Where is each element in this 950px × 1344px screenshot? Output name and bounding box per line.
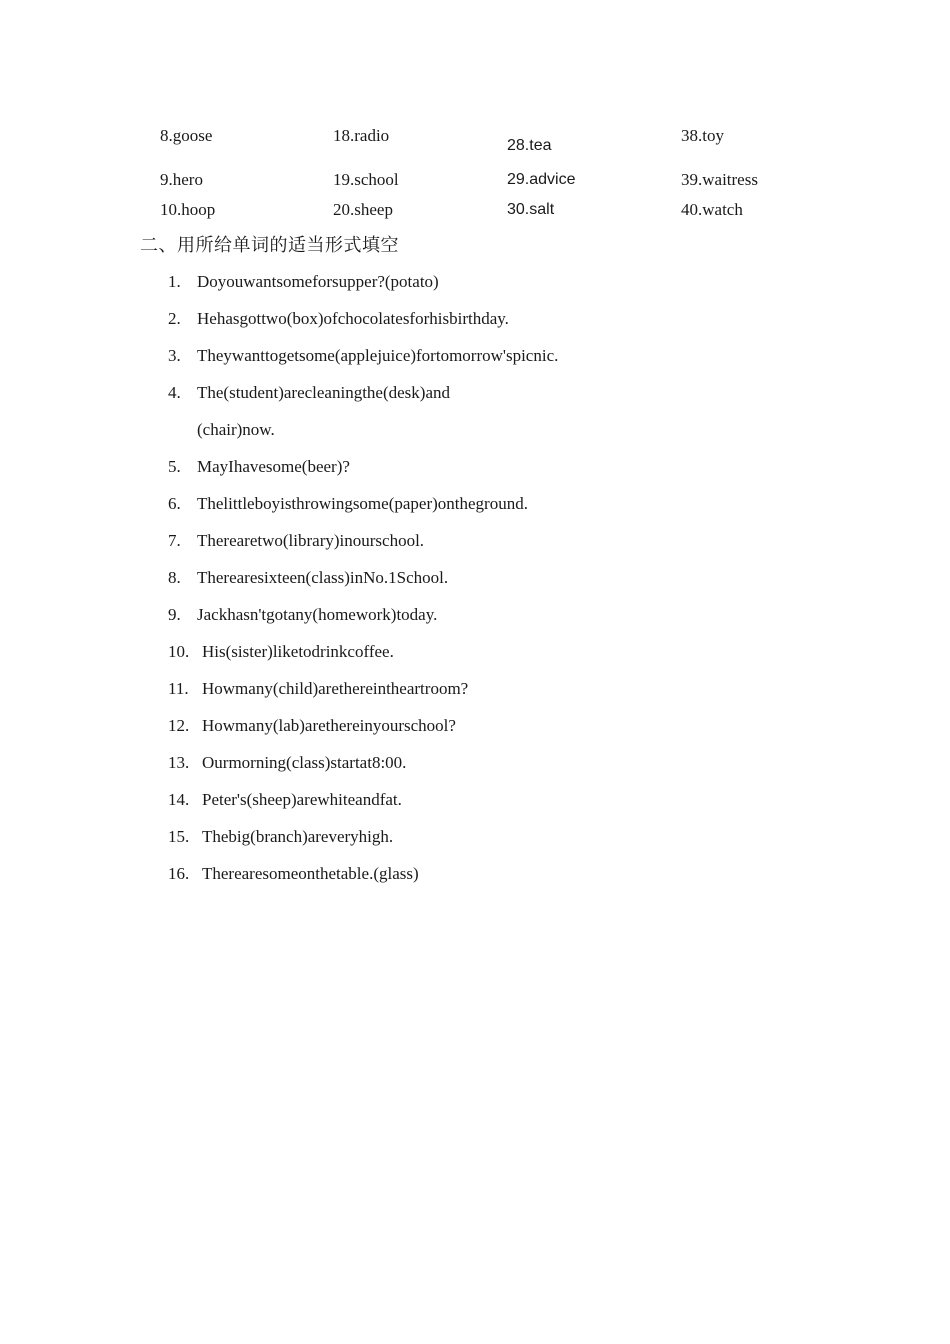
question-item xyxy=(168,307,808,344)
question-number: 6. xyxy=(168,494,181,513)
question-text: The(student)arecleaningthe(desk)and xyxy=(197,383,450,402)
question-text: Therearesomeonthetable.(glass) xyxy=(202,864,419,883)
question-item xyxy=(168,529,808,566)
question-number: 14. xyxy=(168,790,190,809)
question-text: Therearesixteen(class)inNo.1School. xyxy=(197,568,449,587)
question-item xyxy=(168,714,808,751)
question-text: Hehasgottwo(box)ofchocolatesforhisbirthday. xyxy=(197,309,509,328)
word-cell: 30.salt xyxy=(507,201,555,218)
word-cell: 10.hoop xyxy=(160,200,216,219)
question-item xyxy=(168,270,808,307)
question-item xyxy=(168,751,808,788)
question-item xyxy=(168,862,808,899)
question-item xyxy=(168,566,808,603)
question-text: Thebig(branch)areveryhigh. xyxy=(202,827,394,846)
word-table xyxy=(160,124,860,228)
word-cell: 40.watch xyxy=(681,200,743,219)
question-number: 3. xyxy=(168,346,181,365)
word-cell: 29.advice xyxy=(507,171,576,188)
question-item xyxy=(168,492,808,529)
question-item xyxy=(168,344,808,381)
question-number: 1. xyxy=(168,272,181,291)
question-item xyxy=(168,677,808,714)
question-text: Theywanttogetsome(applejuice)fortomorrow'spicnic. xyxy=(197,346,559,365)
question-item xyxy=(168,381,808,455)
question-text: Ourmorning(class)startat8:00. xyxy=(202,753,407,772)
word-cell: 19.school xyxy=(333,170,399,189)
question-text: Doyouwantsomeforsupper?(potato) xyxy=(197,272,439,291)
question-text: Jackhasn'tgotany(homework)today. xyxy=(197,605,438,624)
word-cell: 28.tea xyxy=(507,137,552,154)
question-number: 5. xyxy=(168,457,181,476)
question-number: 9. xyxy=(168,605,181,624)
question-item xyxy=(168,603,808,640)
question-item xyxy=(168,640,808,677)
question-text-continued: (chair)now. xyxy=(197,420,275,439)
question-text: Therearetwo(library)inourschool. xyxy=(197,531,425,550)
word-cell: 8.goose xyxy=(160,126,213,145)
question-text: Howmany(child)arethereintheartroom? xyxy=(202,679,469,698)
question-text: Howmany(lab)arethereinyourschool? xyxy=(202,716,456,735)
question-list xyxy=(168,270,808,899)
word-cell: 38.toy xyxy=(681,126,724,145)
word-cell: 9.hero xyxy=(160,170,203,189)
question-item xyxy=(168,455,808,492)
word-row xyxy=(160,168,860,198)
question-text: Peter's(sheep)arewhiteandfat. xyxy=(202,790,402,809)
word-cell: 39.waitress xyxy=(681,170,758,189)
question-text: Thelittleboyisthrowingsome(paper)ontheground. xyxy=(197,494,528,513)
question-item xyxy=(168,788,808,825)
question-number: 10. xyxy=(168,642,190,661)
word-row xyxy=(160,198,860,228)
question-item xyxy=(168,825,808,862)
section-title: 二、用所给单词的适当形式填空 xyxy=(140,235,399,256)
word-row xyxy=(160,124,860,168)
question-number: 7. xyxy=(168,531,181,550)
question-number: 4. xyxy=(168,383,181,402)
question-number: 2. xyxy=(168,309,181,328)
question-number: 8. xyxy=(168,568,181,587)
question-number: 11. xyxy=(168,679,189,698)
word-cell: 18.radio xyxy=(333,126,390,145)
question-number: 16. xyxy=(168,864,190,883)
question-text: His(sister)liketodrinkcoffee. xyxy=(202,642,394,661)
question-number: 12. xyxy=(168,716,190,735)
question-number: 15. xyxy=(168,827,190,846)
question-number: 13. xyxy=(168,753,190,772)
question-text: MayIhavesome(beer)? xyxy=(197,457,350,476)
word-cell: 20.sheep xyxy=(333,200,393,219)
